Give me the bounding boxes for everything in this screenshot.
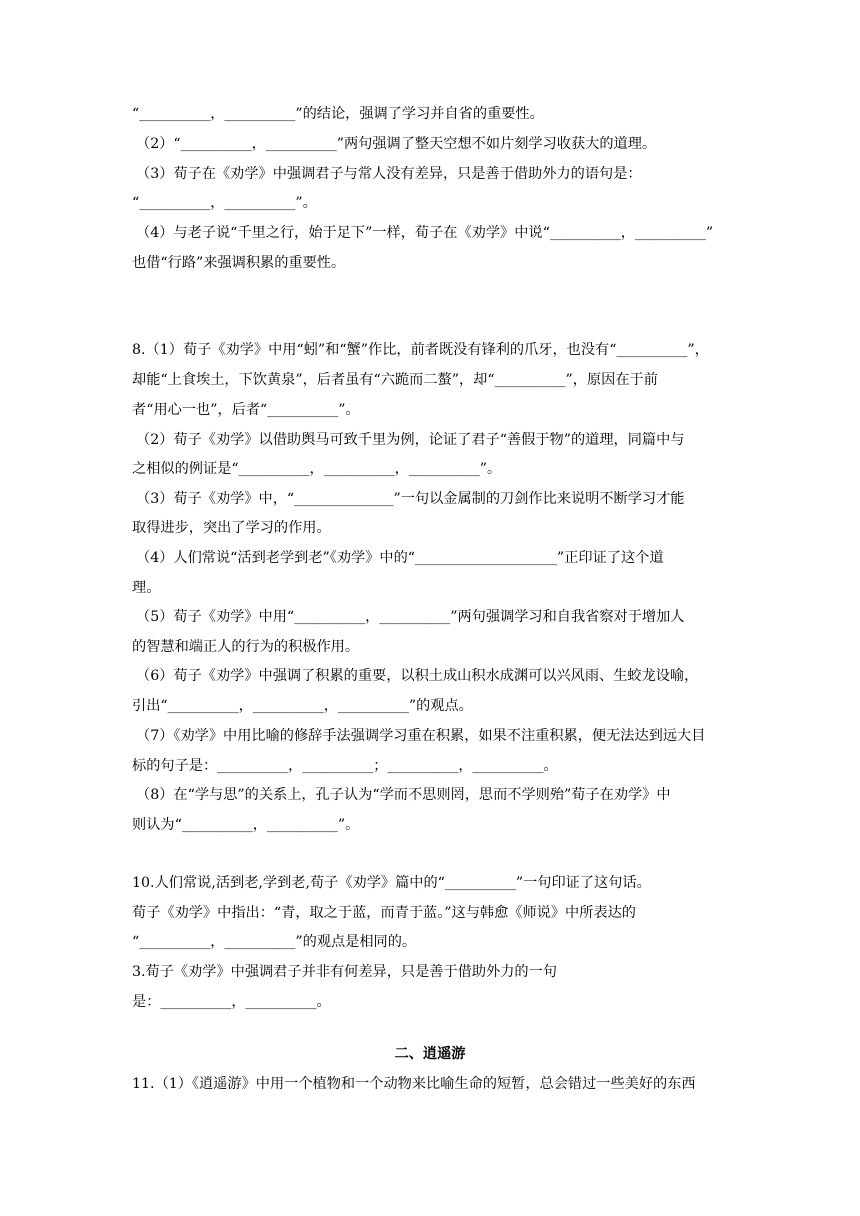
section-heading: 二、逍遥游 — [394, 1046, 466, 1062]
text-line: （3）荀子《劝学》中，“______________”一句以金属制的刀剑作比来说明不断学习才能 — [136, 491, 685, 507]
text-line: （4）人们常说“活到老学到老”《劝学》中的“____________________”正印证了这个道 — [136, 550, 664, 566]
text-line: （4）与老子说“千里之行，始于足下”一样，荀子在《劝学》中说“__________，__________” — [136, 225, 714, 241]
text-line: 理。 — [132, 580, 161, 596]
text-line: 是：__________，__________。 — [132, 994, 331, 1010]
text-line: 11.（1）《逍遥游》中用一个植物和一个动物来比喻生命的短暂，总会错过一些美好的东西 — [132, 1076, 696, 1092]
text-line: 引出“__________，__________，__________”的观点。 — [132, 698, 473, 714]
text-line: （6）荀子《劝学》中强调了积累的重要，以积土成山积水成渊可以兴风雨、生蛟龙设喻， — [136, 668, 699, 684]
text-line: 标的句子是：__________，__________；__________，__________。 — [132, 758, 558, 774]
text-line: “__________，__________”的观点是相同的。 — [132, 934, 417, 950]
text-line: （8）在“学与思”的关系上，孔子认为“学而不思则罔，思而不学则殆”荀子在劝学》中 — [136, 787, 671, 803]
text-line: 之相似的例证是“__________，__________，__________”。 — [132, 461, 502, 477]
text-line: 者“用心一也”，后者“__________”。 — [132, 402, 360, 418]
text-line: 则认为“__________，__________”。 — [132, 817, 360, 833]
text-line: 3.荀子《劝学》中强调君子并非有何差异，只是善于借助外力的一句 — [132, 964, 557, 980]
text-line: （7）《劝学》中用比喻的修辞手法强调学习重在积累，如果不注重积累，便无法达到远大目 — [136, 728, 706, 744]
text-line: 的智慧和端正人的行为的积极作用。 — [132, 639, 360, 655]
text-line: （3）荀子在《劝学》中强调君子与常人没有差异，只是善于借助外力的语句是： — [136, 166, 642, 182]
text-line: 10.人们常说,活到老,学到老,荀子《劝学》篇中的“__________”一句印证了这句话。 — [132, 875, 651, 891]
text-line: 却能“上食埃土，下饮黄泉”，后者虽有“六跪而二螯”，却“__________”，原因在于前 — [132, 372, 658, 388]
text-line: “__________，__________”的结论，强调了学习并自省的重要性。 — [132, 106, 544, 122]
text-line: 取得进步，突出了学习的作用。 — [132, 520, 331, 536]
text-line: 荀子《劝学》中指出：“青，取之于蓝，而青于蓝。”这与韩愈《师说》中所表达的 — [132, 905, 636, 921]
text-line: 也借“行路”来强调积累的重要性。 — [132, 255, 346, 271]
text-line: （2）荀子《劝学》以借助舆马可致千里为例，论证了君子“善假于物”的道理，同篇中与 — [136, 432, 685, 448]
text-line: （2）“__________，__________”两句强调了整天空想不如片刻学习收获大的道理。 — [136, 136, 657, 152]
text-line: 8.（1）荀子《劝学》中用“蚓”和“蟹”作比，前者既没有锋利的爪牙，也没有“__________”， — [132, 342, 709, 358]
text-line: “__________，__________”。 — [132, 195, 317, 211]
text-line: （5）荀子《劝学》中用“__________，__________”两句强调学习和自我省察对于增加人 — [136, 609, 685, 625]
